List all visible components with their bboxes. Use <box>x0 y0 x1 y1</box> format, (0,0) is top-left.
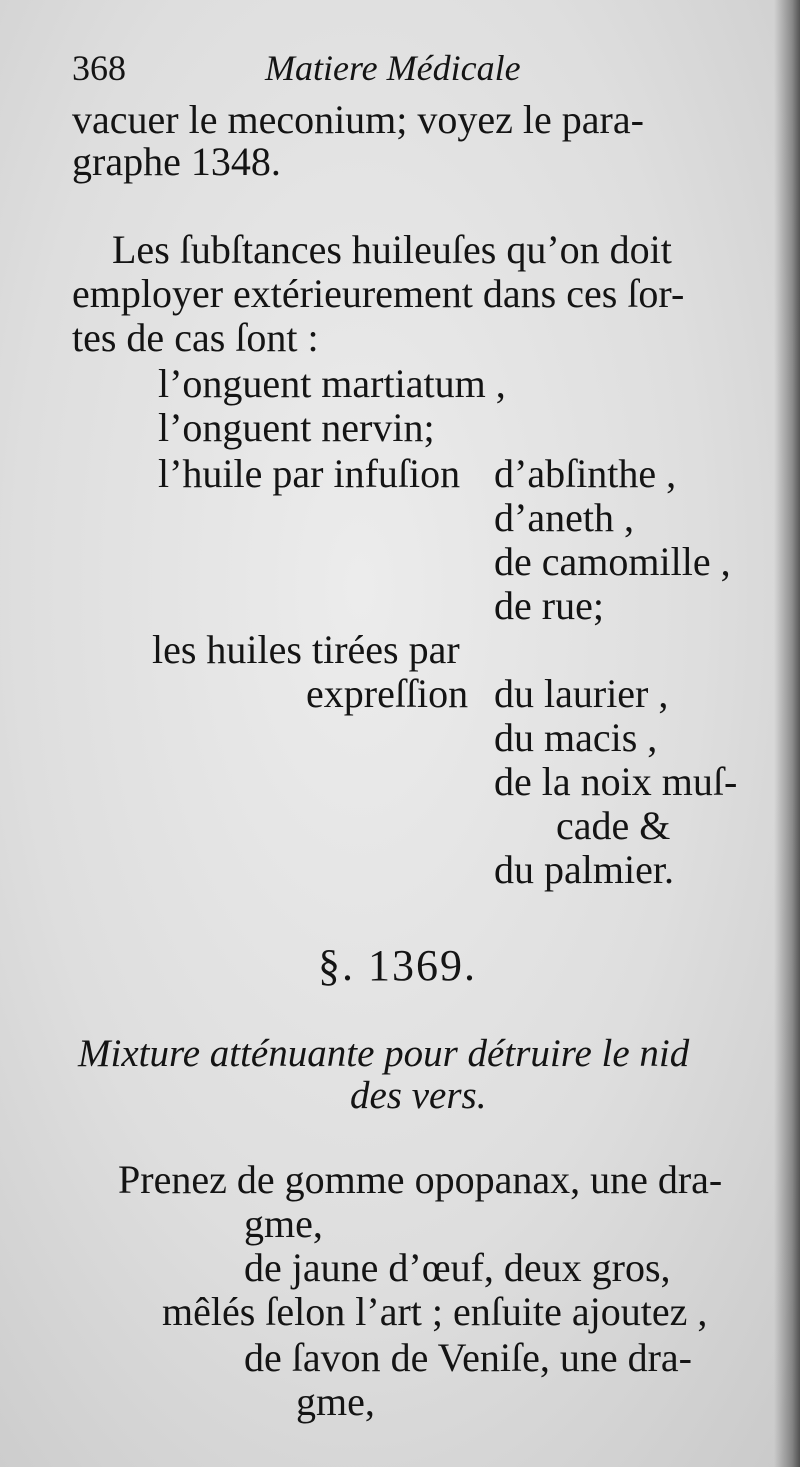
list-item: de la noix muſ- <box>494 759 738 804</box>
list-item: l’onguent martiatum , <box>158 361 506 406</box>
section-title: des vers. <box>350 1074 487 1117</box>
section-number: §. 1369. <box>318 941 477 990</box>
recipe-line: Prenez de gomme opopanax, une dra- <box>118 1157 723 1202</box>
running-title: Matiere Médicale <box>265 48 521 88</box>
list-item-intro: les huiles tirées par <box>152 627 460 672</box>
list-item: de camomille , <box>494 539 731 584</box>
text-line: graphe 1348. <box>72 139 281 184</box>
paragraph-line: Les ſubſtances huileuſes qu’on doit <box>112 227 672 272</box>
list-item: de rue; <box>494 583 604 628</box>
recipe-line: gme, <box>296 1379 375 1424</box>
section-title: Mixture atténuante pour détruire le nid <box>78 1032 690 1075</box>
recipe-line: de ſavon de Veniſe, une dra- <box>244 1335 692 1380</box>
list-item: d’aneth , <box>494 495 634 540</box>
binding-shadow <box>774 0 800 1467</box>
list-item: du macis , <box>494 715 658 760</box>
list-item: du laurier , <box>494 671 669 716</box>
paragraph-line: employer extérieurement dans ces ſor- <box>72 271 685 316</box>
recipe-line: de jaune d’œuf, deux gros, <box>244 1245 671 1290</box>
list-item: l’onguent nervin; <box>158 405 435 450</box>
paragraph-line: tes de cas ſont : <box>72 315 319 360</box>
list-item: d’abſinthe , <box>494 451 677 496</box>
list-item-intro: l’huile par infuſion <box>158 451 461 496</box>
list-item: cade & <box>556 803 671 848</box>
recipe-line: gme, <box>244 1201 323 1246</box>
list-item: du palmier. <box>494 847 674 892</box>
list-item-intro: expreſſion <box>306 671 469 716</box>
recipe-line: mêlés ſelon l’art ; enſuite ajoutez , <box>162 1289 708 1334</box>
page-number: 368 <box>72 48 126 88</box>
text-line: vacuer le meconium; voyez le para- <box>72 97 644 142</box>
